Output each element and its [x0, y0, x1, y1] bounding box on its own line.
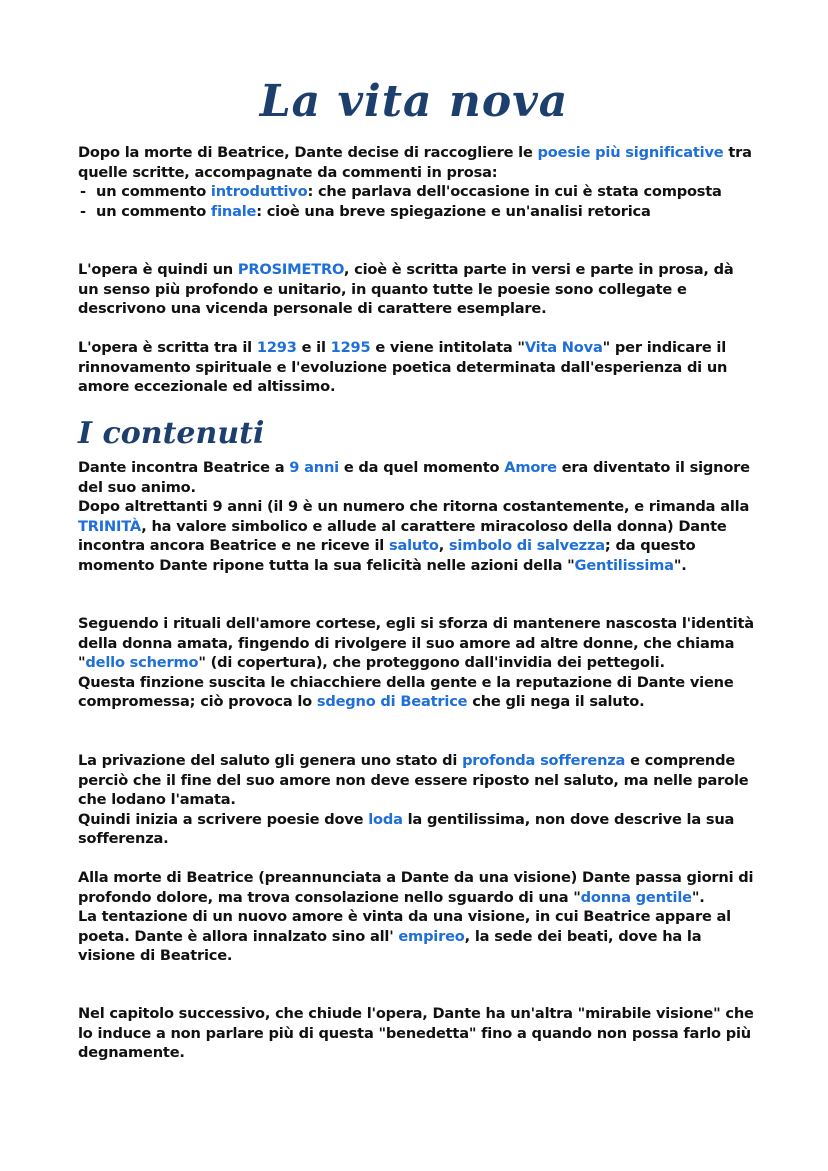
- contents-block-3: [78, 751, 754, 849]
- contents-paragraph-7: [78, 868, 754, 907]
- comment-list: [78, 182, 754, 221]
- text: un commento: [96, 202, 211, 220]
- text: L'opera è scritta tra il: [78, 339, 257, 356]
- highlight: 1295: [330, 339, 371, 356]
- intro-paragraph-1: [78, 143, 754, 182]
- text: era diventato il signore del suo animo.: [78, 459, 750, 496]
- text: Dante incontra Beatrice a: [78, 459, 290, 476]
- text: e da quel momento: [338, 459, 505, 476]
- text: ; da questo momento Dante ripone tutta la sua felicità nelle azioni della ": [78, 537, 696, 574]
- text: che gli nega il saluto.: [467, 693, 645, 711]
- text: un commento: [96, 183, 211, 201]
- contents-paragraph-8: [78, 907, 754, 966]
- text: Seguendo i rituali dell'amore cortese, egli si sforza di mantenere nascosta l'identità della donna amata, fingendo di rivolgere il suo amore ad altre donne, che chiama ": [78, 615, 754, 672]
- highlight: simbolo di salvezza: [448, 537, 605, 555]
- text: e viene intitolata ": [370, 339, 525, 356]
- highlight: Gentilissima: [574, 556, 674, 574]
- page-title: La vita nova: [259, 76, 569, 127]
- text: La privazione del saluto gli genera uno stato di: [78, 752, 463, 769]
- highlight: 1293: [256, 339, 297, 356]
- contents-block-5: [78, 1004, 754, 1063]
- highlight: PROSIMETRO: [237, 261, 344, 278]
- text: Quindi inizia a scrivere poesie dove: [78, 810, 369, 828]
- text: , cioè è scritta parte in versi e parte in prosa, dà un senso più profondo e unitario, in quanto tutte le poesie sono collegate e descrivono una vicenda personale di carattere esemplare.: [78, 261, 734, 318]
- highlight: Amore: [504, 459, 557, 476]
- list-item: [78, 202, 754, 222]
- text: : cioè una breve spiegazione e un'analisi retorica: [256, 202, 651, 220]
- text: " (di copertura), che proteggono dall'invidia dei pettegoli.: [198, 654, 665, 672]
- intro-block: [78, 143, 754, 221]
- highlight: TRINITÀ: [78, 517, 142, 535]
- text: La tentazione di un nuovo amore è vinta da una visione, in cui Beatrice appare al poeta. Dante è allora innalzato sino all': [78, 908, 731, 945]
- contents-paragraph-9: [78, 1004, 754, 1063]
- text: , la sede dei beati, dove ha la visione di Beatrice.: [78, 927, 702, 965]
- contents-paragraph-4: [78, 673, 754, 712]
- highlight: loda: [368, 810, 403, 828]
- text: ".: [691, 888, 705, 906]
- contents-block-1: [78, 458, 754, 576]
- highlight: saluto: [388, 537, 439, 555]
- intro-paragraph-2: [78, 260, 754, 319]
- text: Dopo la morte di Beatrice, Dante decise di raccogliere le: [78, 144, 538, 161]
- text: Questa finzione suscita le chiacchiere della gente e la reputazione di Dante viene compromessa; ciò provoca lo: [78, 673, 734, 711]
- text: L'opera è quindi un: [78, 261, 238, 278]
- highlight: introduttivo: [210, 183, 308, 201]
- highlight: sdegno di Beatrice: [316, 693, 468, 711]
- contents-paragraph-5: [78, 751, 754, 810]
- text: e comprende perciò che il fine del suo amore non deve essere riposto nel saluto, ma nelle parole che lodano l'amata.: [78, 752, 749, 809]
- highlight: profonda sofferenza: [462, 752, 626, 769]
- list-item: [78, 182, 754, 202]
- highlight: poesie più significative: [537, 144, 724, 161]
- text: , ha valore simbolico e allude al carattere miracoloso della donna) Dante incontra ancora Beatrice e ne riceve il: [78, 517, 727, 555]
- text: Dopo altrettanti 9 anni (il 9 è un numero che ritorna costantemente, e rimanda alla: [78, 498, 750, 516]
- text: " per indicare il rinnovamento spirituale e l'evoluzione poetica determinata dall'esperienza di un amore eccezionale ed altissimo.: [78, 339, 728, 396]
- section-title: I contenuti: [78, 416, 265, 451]
- contents-paragraph-2: [78, 497, 754, 575]
- highlight: 9 anni: [289, 459, 339, 476]
- intro-paragraph-3: [78, 338, 754, 397]
- highlight: Vita Nova: [524, 339, 603, 356]
- text: la gentilissima, non dove descrive la sua sofferenza.: [78, 810, 735, 848]
- text: ".: [673, 556, 687, 574]
- text: Nel capitolo successivo, che chiude l'opera, Dante ha un'altra "mirabile visione" che lo induce a non parlare più di questa "benedetta" fino a quando non possa farlo più degnamente.: [78, 1005, 754, 1062]
- text: ,: [438, 537, 449, 555]
- contents-paragraph-3: [78, 614, 754, 673]
- text: : che parlava dell'occasione in cui è stata composta: [307, 183, 722, 201]
- text: Alla morte di Beatrice (preannunciata a Dante da una visione) Dante passa giorni di profondo dolore, ma trova consolazione nello sguardo di una ": [78, 869, 754, 906]
- text: tra quelle scritte, accompagnate da commenti in prosa:: [78, 144, 752, 181]
- contents-block-4: [78, 868, 754, 966]
- highlight: dello schermo: [85, 654, 199, 672]
- text: e il: [296, 339, 331, 356]
- contents-block-2: [78, 614, 754, 712]
- contents-paragraph-1: [78, 458, 754, 497]
- contents-paragraph-6: [78, 810, 754, 849]
- highlight: finale: [210, 202, 257, 220]
- highlight: empireo: [398, 927, 465, 945]
- highlight: donna gentile: [580, 888, 692, 906]
